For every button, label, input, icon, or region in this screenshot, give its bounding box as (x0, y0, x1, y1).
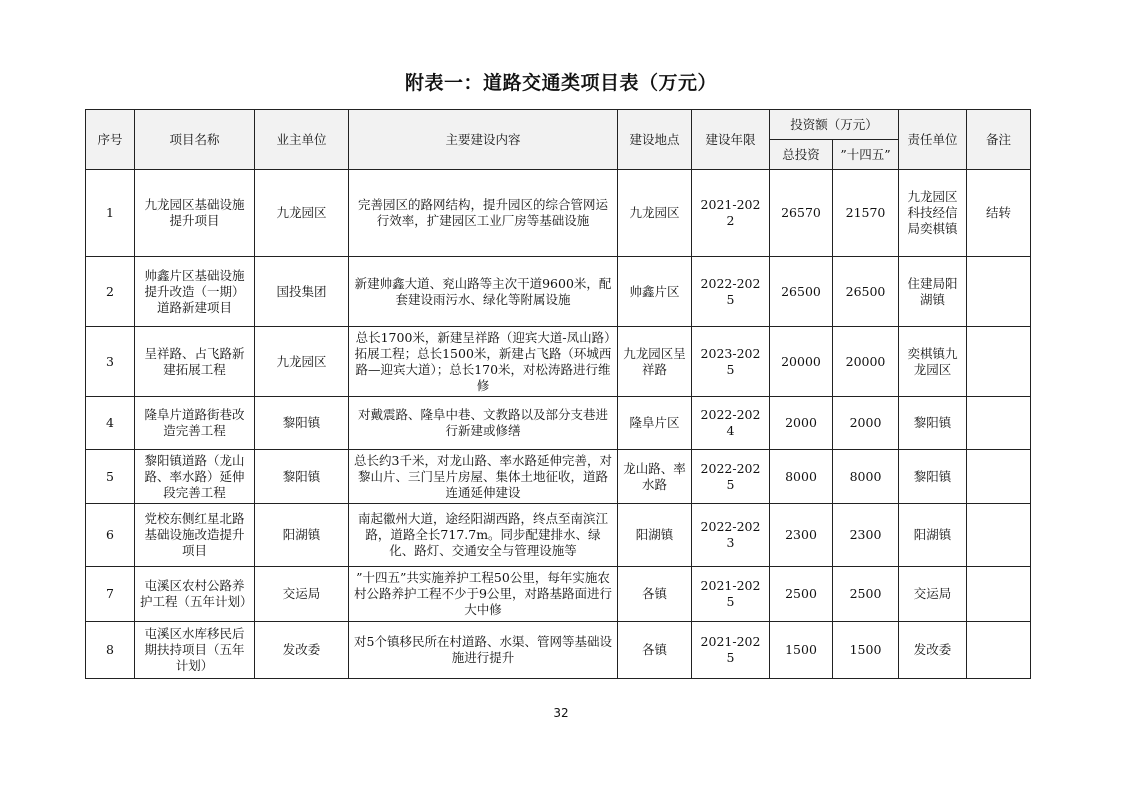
cell-location: 各镇 (618, 567, 692, 622)
header-total: 总投资 (770, 140, 833, 170)
cell-name: 隆阜片道路街巷改造完善工程 (135, 397, 255, 450)
cell-seq: 4 (86, 397, 135, 450)
cell-period: 2021-2025 (692, 567, 770, 622)
cell-content: 新建帅鑫大道、兖山路等主次干道9600米，配套建设雨污水、绿化等附属设施 (349, 257, 618, 327)
cell-name: 党校东侧红星北路基础设施改造提升项目 (135, 504, 255, 567)
cell-owner: 黎阳镇 (255, 397, 349, 450)
cell-total: 8000 (770, 450, 833, 504)
cell-remark (967, 504, 1031, 567)
cell-responsible: 黎阳镇 (899, 397, 967, 450)
cell-total: 2300 (770, 504, 833, 567)
cell-total: 26570 (770, 170, 833, 257)
cell-period: 2022-2024 (692, 397, 770, 450)
cell-total: 26500 (770, 257, 833, 327)
cell-seq: 6 (86, 504, 135, 567)
table-row (86, 327, 1031, 397)
cell-period: 2022-2023 (692, 504, 770, 567)
cell-seq: 8 (86, 622, 135, 679)
cell-responsible: 九龙园区科技经信局奕棋镇 (899, 170, 967, 257)
cell-plan: 2300 (833, 504, 899, 567)
table-row (86, 567, 1031, 622)
header-responsible: 责任单位 (899, 110, 967, 170)
table-row (86, 397, 1031, 450)
cell-remark (967, 450, 1031, 504)
cell-responsible: 奕棋镇九龙园区 (899, 327, 967, 397)
cell-content: 总长1700米，新建呈祥路（迎宾大道-凤山路）拓展工程；总长1500米，新建占飞路（环城西路—迎宾大道）；总长170米，对松涛路进行维修 (349, 327, 618, 397)
table-header-row (86, 110, 1031, 140)
header-remark: 备注 (967, 110, 1031, 170)
cell-location: 隆阜片区 (618, 397, 692, 450)
cell-name: 黎阳镇道路（龙山路、率水路）延伸段完善工程 (135, 450, 255, 504)
cell-plan: 26500 (833, 257, 899, 327)
cell-remark (967, 397, 1031, 450)
cell-name: 屯溪区农村公路养护工程（五年计划） (135, 567, 255, 622)
cell-total: 2000 (770, 397, 833, 450)
cell-owner: 发改委 (255, 622, 349, 679)
header-name: 项目名称 (135, 110, 255, 170)
table-row (86, 450, 1031, 504)
cell-period: 2022-2025 (692, 257, 770, 327)
cell-total: 1500 (770, 622, 833, 679)
cell-responsible: 阳湖镇 (899, 504, 967, 567)
cell-period: 2021-2025 (692, 622, 770, 679)
cell-content: 对戴震路、隆阜中巷、文教路以及部分支巷进行新建或修缮 (349, 397, 618, 450)
cell-plan: 21570 (833, 170, 899, 257)
cell-name: 九龙园区基础设施提升项目 (135, 170, 255, 257)
cell-seq: 7 (86, 567, 135, 622)
page-number: 32 (553, 706, 569, 720)
cell-seq: 5 (86, 450, 135, 504)
header-plan: ”十四五” (833, 140, 899, 170)
cell-period: 2023-2025 (692, 327, 770, 397)
header-owner: 业主单位 (255, 110, 349, 170)
cell-owner: 九龙园区 (255, 327, 349, 397)
header-seq: 序号 (86, 110, 135, 170)
header-period: 建设年限 (692, 110, 770, 170)
cell-seq: 2 (86, 257, 135, 327)
cell-total: 2500 (770, 567, 833, 622)
cell-location: 帅鑫片区 (618, 257, 692, 327)
cell-content: 完善园区的路网结构，提升园区的综合管网运行效率，扩建园区工业厂房等基础设施 (349, 170, 618, 257)
cell-name: 呈祥路、占飞路新建拓展工程 (135, 327, 255, 397)
cell-plan: 20000 (833, 327, 899, 397)
cell-owner: 黎阳镇 (255, 450, 349, 504)
cell-responsible: 住建局阳湖镇 (899, 257, 967, 327)
cell-period: 2021-2022 (692, 170, 770, 257)
cell-content: ”十四五”共实施养护工程50公里，每年实施农村公路养护工程不少于9公里，对路基路面进行大中修 (349, 567, 618, 622)
cell-remark (967, 622, 1031, 679)
cell-owner: 九龙园区 (255, 170, 349, 257)
cell-seq: 3 (86, 327, 135, 397)
cell-remark: 结转 (967, 170, 1031, 257)
cell-plan: 1500 (833, 622, 899, 679)
cell-seq: 1 (86, 170, 135, 257)
cell-location: 阳湖镇 (618, 504, 692, 567)
cell-location: 龙山路、率水路 (618, 450, 692, 504)
cell-location: 九龙园区 (618, 170, 692, 257)
table-row (86, 257, 1031, 327)
cell-content: 总长约3千米，对龙山路、率水路延伸完善，对黎山片、三门呈片房屋、集体土地征收，道路连通延伸建设 (349, 450, 618, 504)
table-row (86, 504, 1031, 567)
project-table (85, 109, 1031, 679)
cell-responsible: 黎阳镇 (899, 450, 967, 504)
cell-owner: 阳湖镇 (255, 504, 349, 567)
table-row (86, 622, 1031, 679)
cell-remark (967, 257, 1031, 327)
cell-total: 20000 (770, 327, 833, 397)
cell-owner: 交运局 (255, 567, 349, 622)
table-row (86, 170, 1031, 257)
cell-name: 屯溪区水库移民后期扶持项目（五年计划） (135, 622, 255, 679)
cell-responsible: 交运局 (899, 567, 967, 622)
header-location: 建设地点 (618, 110, 692, 170)
cell-remark (967, 567, 1031, 622)
cell-name: 帅鑫片区基础设施提升改造（一期）道路新建项目 (135, 257, 255, 327)
cell-plan: 2500 (833, 567, 899, 622)
page-title: 附表一：道路交通类项目表（万元） (404, 72, 717, 94)
cell-content: 南起徽州大道，途经阳湖西路，终点至南滨江路，道路全长717.7m。同步配建排水、绿化、路灯、交通安全与管理设施等 (349, 504, 618, 567)
cell-plan: 2000 (833, 397, 899, 450)
cell-responsible: 发改委 (899, 622, 967, 679)
cell-plan: 8000 (833, 450, 899, 504)
header-content: 主要建设内容 (349, 110, 618, 170)
cell-owner: 国投集团 (255, 257, 349, 327)
header-investment: 投资额（万元） (770, 110, 899, 140)
cell-location: 九龙园区呈祥路 (618, 327, 692, 397)
cell-location: 各镇 (618, 622, 692, 679)
cell-remark (967, 327, 1031, 397)
cell-content: 对5个镇移民所在村道路、水渠、管网等基础设施进行提升 (349, 622, 618, 679)
cell-period: 2022-2025 (692, 450, 770, 504)
